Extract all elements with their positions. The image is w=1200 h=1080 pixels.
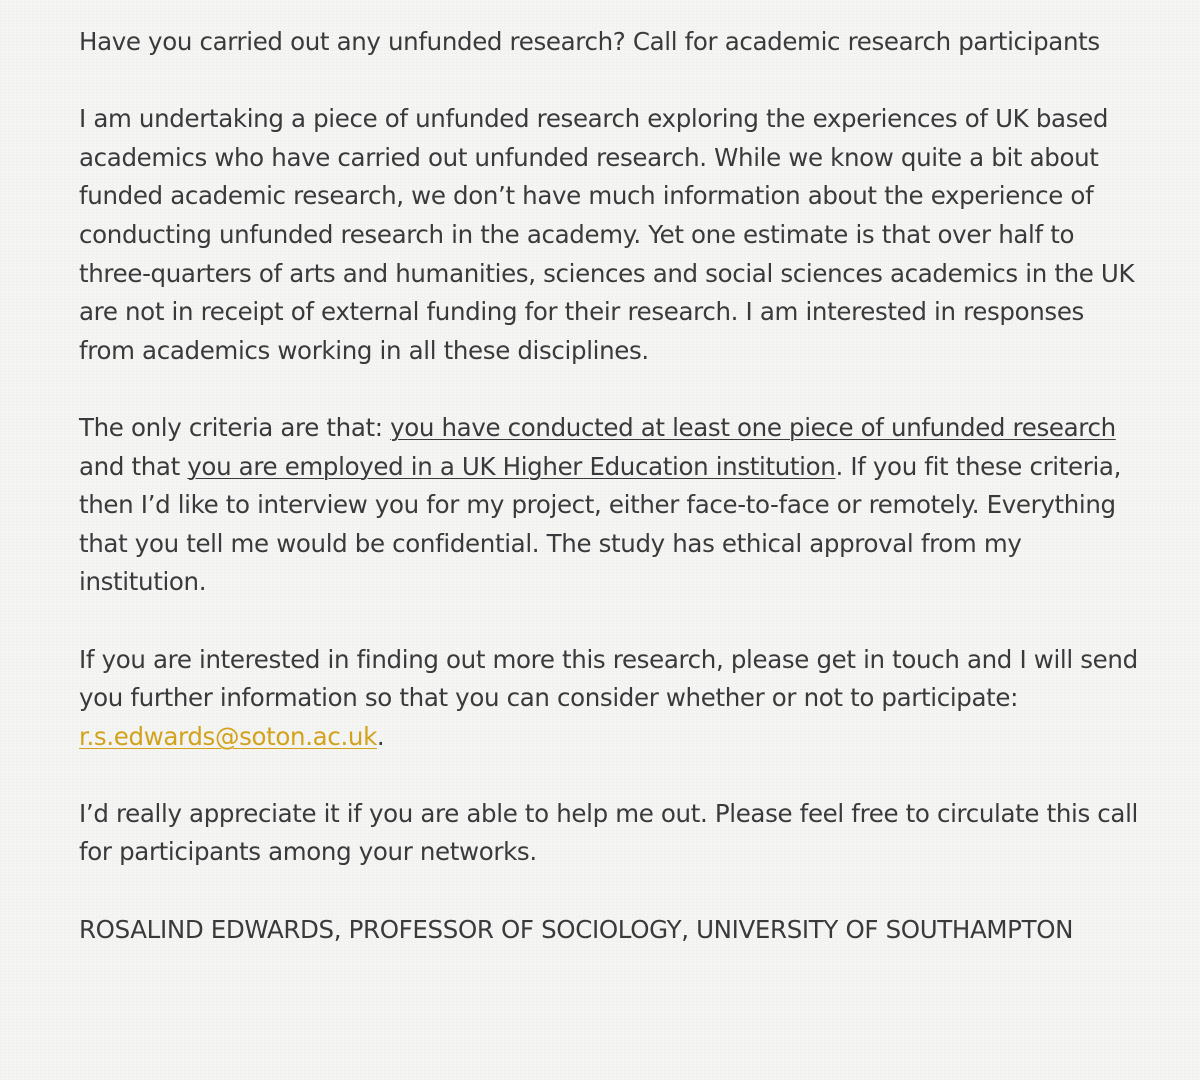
note-body [79, 23, 1139, 988]
criteria-paragraph [79, 409, 1139, 602]
signature: ROSALIND EDWARDS, PROFESSOR OF SOCIOLOGY, UNIVERSITY OF SOUTHAMPTON [79, 914, 1074, 944]
note-title: Have you carried out any unfunded research? Call for academic research participants [79, 27, 1100, 56]
criterion-uk-employment: you are employed in a UK Higher Education institution [187, 451, 836, 481]
contact-text: If you are interested in finding out more this research, please get in touch and I will send you further information so that you can consider whether or not to participate: [79, 644, 1138, 713]
criteria-tail: . If you fit these criteria, then I’d like to interview you for my project, either face-to-face or remotely. Everything that you tell me would be confidential. The study has ethical approval from my institution. [79, 451, 1122, 597]
criteria-join: and that [79, 451, 188, 481]
criterion-unfunded-research: you have conducted at least one piece of unfunded research [390, 412, 1116, 442]
intro-paragraph: I am undertaking a piece of unfunded research exploring the experiences of UK based academics who have carried out unfunded research. While we know quite a bit about funded academic research, we don’t have much information about the experience of conducting unfunded research in the academy. Yet one estimate is that over half to three-quarters of arts and humanities, sciences and social sciences academics in the UK are not in receipt of external funding for their research. I am interested in responses from academics working in all these disciplines. [79, 104, 1135, 365]
criteria-lead: The only criteria are that: [79, 412, 391, 442]
email-link[interactable]: r.s.edwards@soton.ac.uk [79, 721, 377, 751]
contact-end: . [376, 721, 385, 751]
closing-paragraph: I’d really appreciate it if you are able to help me out. Please feel free to circulate this call for participants among your networks. [79, 798, 1139, 867]
contact-paragraph [79, 641, 1139, 757]
